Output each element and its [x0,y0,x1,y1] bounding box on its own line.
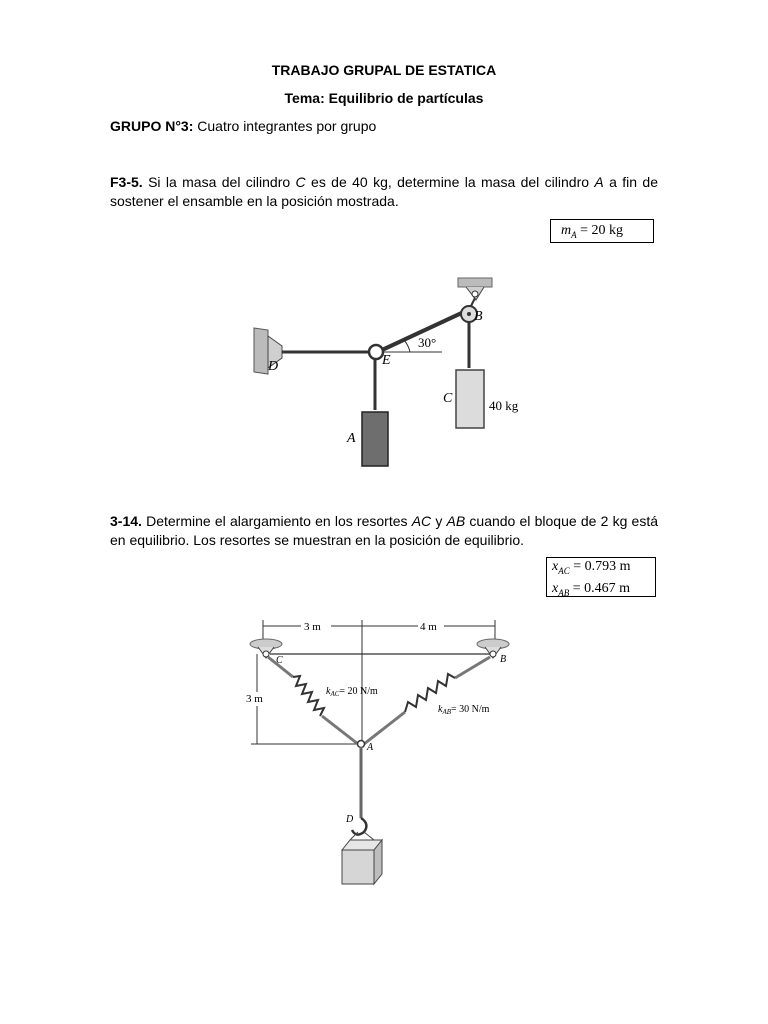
problem1-answer-var: m [561,223,572,238]
problem2-answer2-value: = 0.467 m [572,580,631,596]
problem2-answer1 [552,558,655,580]
label-d: D [346,814,354,825]
spring-ab [364,657,490,744]
problem2-answer1-sub: AC [558,565,570,576]
label-d: D [268,359,279,374]
problem1-text-b: es de 40 kg, determine la masa del cilindro [311,174,590,190]
dim-3m-horizontal: 3 m [304,621,321,633]
document-topic: Tema: Equilibrio de partículas [284,90,484,106]
label-c: C [276,655,283,666]
problem2-id: 3-14. [110,513,142,529]
spring-ac [268,657,358,744]
problem1-id: F3-5. [110,174,143,190]
problem1-text-a: Si la masa del cilindro [148,174,291,190]
dim-3m-vertical: 3 m [246,693,263,705]
problem2-figure [0,610,768,900]
problem2-text-b: cuando el bloque de 2 kg está en equilibrio. Los resortes se muestran en la posición de equilibrio. [110,513,659,548]
problem1-answer-box [550,219,654,243]
label-b: B [474,309,483,324]
mass-c-label: 40 kg [489,398,519,413]
problem1-figure [0,270,768,480]
problem2-answer1-var: x [552,559,559,574]
document-title: TRABAJO GRUPAL DE ESTATICA [271,62,497,78]
problem2-var-ac: AC [411,513,432,529]
problem2-answer1-value: = 0.793 m [573,559,631,574]
problem1-var-a: A [594,174,604,190]
problem2-answer2-var: x [552,580,559,596]
problem2-text-y: y [435,513,443,529]
problem1-text-c: a fin de sostener el ensamble en la posición mostrada. [110,174,659,209]
k-ab-label: $k_{AB}= 30$ N/m [438,704,490,716]
problem2-answer2-sub: AB [558,587,570,598]
label-a: A [347,431,356,446]
problem1-var-c: C [295,174,306,190]
cylinder-a [362,412,388,466]
problem2-answer-box [546,557,656,597]
problem2-text-a: Determine el alargamiento en los resortes [146,513,408,529]
label-c: C [443,391,453,406]
group-text: Cuatro integrantes por grupo [197,118,377,134]
problem2-var-ab: AB [446,513,466,529]
problem1-answer-value: = 20 kg [580,223,624,238]
angle-label: 30° [418,335,437,350]
block-2kg [342,832,382,884]
group-label: GRUPO N°3: [110,118,194,134]
label-b: B [500,654,507,665]
problem1-statement [110,173,658,211]
k-ac-label: $k_{AC}= 20$ N/m [326,686,378,698]
ring-e [369,345,383,359]
label-e: E [382,353,391,368]
label-a: A [367,742,374,753]
group-line [110,118,376,134]
dim-4m: 4 m [420,621,437,633]
cylinder-c [456,370,484,428]
problem1-answer-sub: A [571,229,577,240]
problem2-statement [110,512,658,550]
ceiling-support-b [458,278,492,306]
problem2-answer2 [552,580,655,602]
ring-a [358,741,365,748]
